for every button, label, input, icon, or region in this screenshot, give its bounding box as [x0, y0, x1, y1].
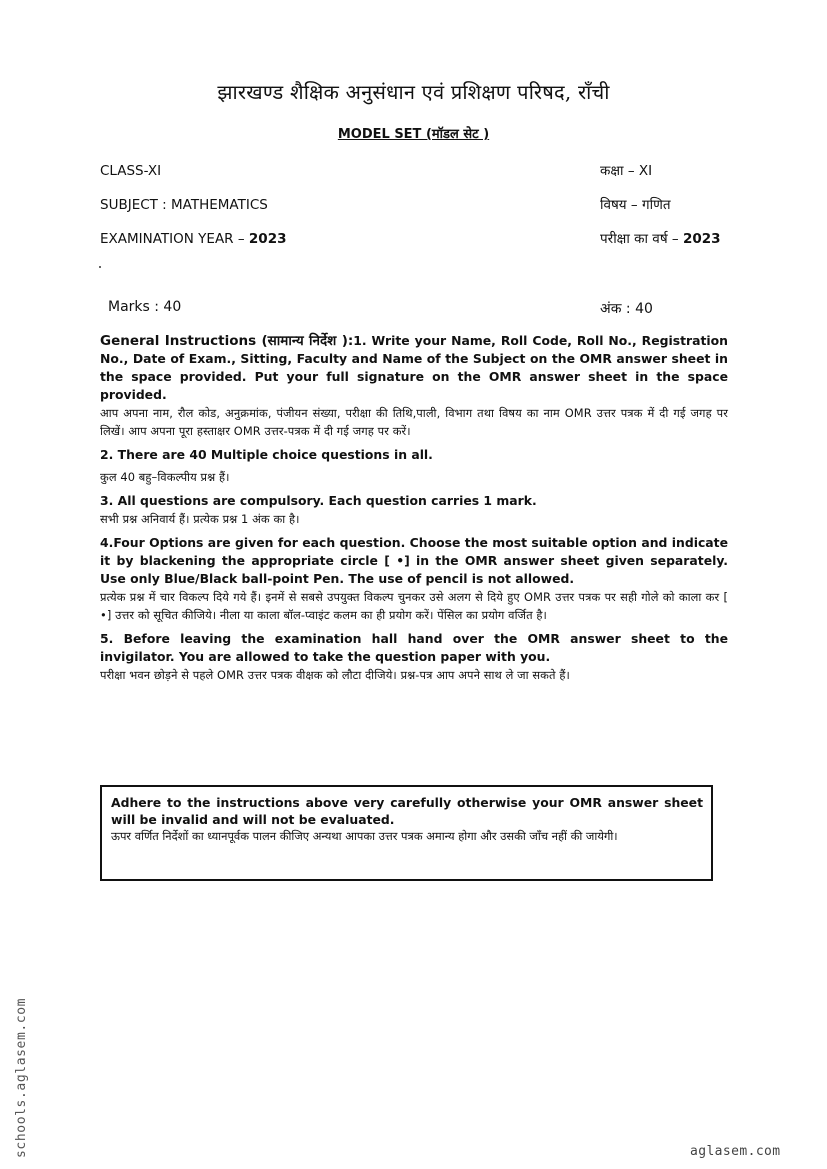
stray-dot — [99, 266, 101, 268]
side-watermark-text: schools.aglasem.com — [14, 997, 29, 1158]
instructions-heading: General Instructions (सामान्य निर्देश ): — [100, 333, 354, 349]
class-hi: कक्षा – XI — [600, 163, 653, 179]
instruction-3-hi: सभी प्रश्न अनिवार्य हैं। प्रत्येक प्रश्न 1 अंक का है। — [100, 512, 300, 526]
instruction-1-en: General Instructions (सामान्य निर्देश ):1. Write your Name, Roll Code, Roll No., Registration No., Date of Exam., Sitting, Faculty and Name of the Subject on the OMR answer sheet in the space provided. Put your full signature on the OMR answer sheet in the space provided. — [100, 333, 728, 402]
side-watermark — [12, 975, 32, 1160]
instruction-4-hi: प्रत्येक प्रश्न में चार विकल्प दिये गये हैं। इनमें से सबसे उपयुक्त विकल्प चुनकर उसे अलग से दिये हुए OMR उत्तर पत्रक पर सही गोले को काला कर [ •] उत्तर को सूचित कीजिये। नीला या काला बॉल-प्वाइंट कलम का ही प्रयोग करें। पेंसिल का प्रयोग वर्जित है। — [100, 590, 728, 622]
instruction-5-hi: परीक्षा भवन छोड़ने से पहले OMR उत्तर पत्रक वीक्षक को लौटा दीजिये। प्रश्न-पत्र आप अपने साथ ले जा सकते हैं। — [100, 668, 570, 682]
marks-hi: अंक : 40 — [600, 301, 653, 317]
instruction-3-en: 3. All questions are compulsory. Each question carries 1 mark. — [100, 493, 537, 508]
class-en: CLASS-XI — [100, 163, 162, 179]
marks-en: Marks : 40 — [108, 299, 182, 315]
instruction-2-hi: कुल 40 बहु–विकल्पीय प्रश्न हैं। — [100, 470, 230, 484]
notice-hi: ऊपर वर्णित निर्देशों का ध्यानपूर्वक पालन कीजिए अन्यथा आपका उत्तर पत्रक अमान्य होगा और उसकी जाँच नहीं की जायेगी। — [111, 829, 618, 843]
exam-year-en-label: EXAMINATION YEAR – — [100, 231, 249, 247]
general-instructions — [100, 332, 728, 690]
bottom-watermark: aglasem.com — [690, 1144, 781, 1159]
exam-year-en-value: 2023 — [248, 231, 287, 247]
notice-en: Adhere to the instructions above very carefully otherwise your OMR answer sheet will be invalid and will not be evaluated. — [111, 795, 703, 827]
instruction-4-en: 4.Four Options are given for each question. Choose the most suitable option and indicate it by blackening the appropriate circle [ •] in the OMR answer sheet given separately. Use only Blue/Black ball-point Pen. The use of pencil is not allowed. — [100, 535, 728, 586]
subject-hi: विषय – गणित — [600, 197, 671, 213]
instruction-1-hi: आप अपना नाम, रौल कोड, अनुक्रमांक, पंजीयन संख्या, परीक्षा की तिथि,पाली, विभाग तथा विषय का नाम OMR उत्तर पत्रक में दी गई जगह पर लिखें। आप अपना पूरा हस्ताक्षर OMR उत्तर-पत्रक में दी गई जगह पर करें। — [100, 406, 728, 438]
instruction-5-en: 5. Before leaving the examination hall hand over the OMR answer sheet to the invigilator. You are allowed to take the question paper with you. — [100, 631, 728, 664]
board-title: झारखण्ड शैक्षिक अनुसंधान एवं प्रशिक्षण परिषद, राँची — [217, 80, 610, 104]
subject-en: SUBJECT : MATHEMATICS — [100, 197, 268, 213]
model-set-heading: MODEL SET (मॉडल सेट ) — [337, 127, 490, 142]
instruction-2-en: 2. There are 40 Multiple choice questions in all. — [100, 447, 433, 462]
exam-year-hi — [600, 230, 721, 248]
exam-year-en — [100, 230, 286, 248]
exam-year-hi-label: परीक्षा का वर्ष – — [600, 231, 683, 247]
exam-year-hi-value: 2023 — [682, 231, 721, 247]
warning-notice-box — [100, 785, 713, 881]
